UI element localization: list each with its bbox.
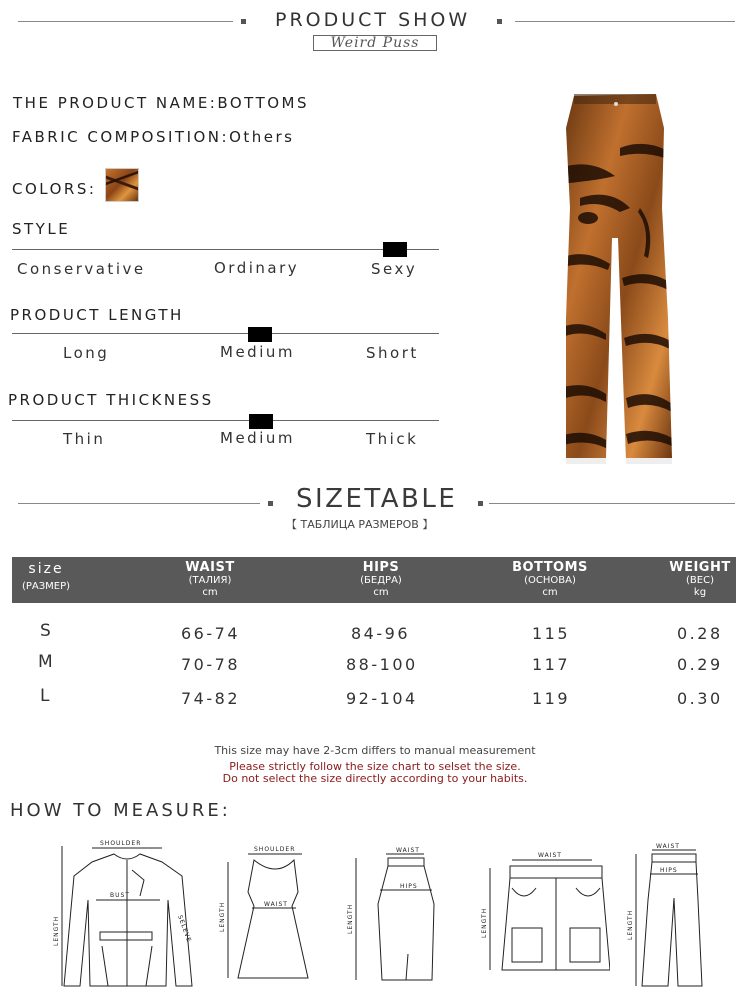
cell-waist: 70-78 <box>181 655 240 674</box>
length-title: PRODUCT LENGTH <box>10 306 184 324</box>
label-waist: WAIST <box>656 843 680 850</box>
jacket-measure-diagram <box>52 836 200 992</box>
sizetable-dot-right <box>478 501 483 506</box>
cell-hips: 84-96 <box>351 624 410 643</box>
header-dot-right <box>497 19 502 24</box>
sizetable-rule-left <box>18 503 260 504</box>
cell-size: S <box>40 621 54 641</box>
col-hips: HIPS (БЕДРА) cm <box>360 560 402 598</box>
col-size: size (РАЗМЕР) <box>21 561 71 592</box>
header-dot-left <box>241 19 246 24</box>
brand-name: Weird Puss <box>313 35 437 51</box>
cell-bottoms: 117 <box>532 655 571 674</box>
header-rule-left <box>18 21 233 22</box>
length-label-short: Short <box>366 344 419 362</box>
col-weight: WEIGHT (ВЕС) kg <box>669 560 731 598</box>
label-length: LENGTH <box>219 901 226 932</box>
length-label-long: Long <box>63 344 110 362</box>
label-length: LENGTH <box>481 907 488 938</box>
dress-measure-diagram <box>218 842 310 986</box>
label-bust: BUST <box>110 892 130 899</box>
label-length: LENGTH <box>53 915 60 946</box>
fabric-composition: FABRIC COMPOSITION:Others <box>12 128 295 146</box>
cell-size: L <box>40 686 52 706</box>
length-scale-line <box>12 333 439 334</box>
cell-weight: 0.30 <box>677 689 723 708</box>
col-bottoms: BOTTOMS (ОСНОВА) cm <box>512 560 588 598</box>
style-label-ordinary: Ordinary <box>214 259 300 277</box>
label-hips: HIPS <box>660 867 678 874</box>
color-swatch-tiger[interactable] <box>105 168 139 202</box>
cell-bottoms: 115 <box>532 624 571 643</box>
style-marker <box>383 242 407 257</box>
sizetable-subtitle: 【 ТАБЛИЦА РАЗМЕРОВ 】 <box>286 518 434 531</box>
cell-weight: 0.28 <box>677 624 723 643</box>
thickness-title: PRODUCT THICKNESS <box>8 391 214 409</box>
label-hips: HIPS <box>400 883 418 890</box>
label-waist: WAIST <box>264 901 288 908</box>
sizetable-dot-left <box>268 501 273 506</box>
page-title: PRODUCT SHOW <box>275 9 471 31</box>
colors-label: COLORS: <box>12 180 97 198</box>
how-to-measure-title: HOW TO MEASURE: <box>10 800 231 821</box>
cell-size: M <box>38 652 56 672</box>
label-waist: WAIST <box>538 852 562 859</box>
denim-skirt-measure-diagram <box>480 848 610 974</box>
thickness-label-thick: Thick <box>366 430 419 448</box>
col-waist: WAIST (ТАЛИЯ) cm <box>185 560 235 598</box>
thickness-marker <box>249 414 273 429</box>
label-selve: SELEVE <box>176 914 193 944</box>
pants-measure-diagram <box>624 840 704 990</box>
label-shoulder: SHOULDER <box>100 840 142 847</box>
style-scale-line <box>12 249 439 250</box>
sizetable-rule-right <box>489 503 735 504</box>
thickness-scale-line <box>12 420 439 421</box>
cell-waist: 74-82 <box>181 689 240 708</box>
style-label-conservative: Conservative <box>17 260 146 278</box>
cell-waist: 66-74 <box>181 624 240 643</box>
cell-hips: 88-100 <box>346 655 418 674</box>
product-name: THE PRODUCT NAME:BOTTOMS <box>13 94 310 112</box>
label-length: LENGTH <box>627 909 634 940</box>
thickness-label-medium: Medium <box>220 429 295 447</box>
note-habits: Do not select the size directly according to your habits. <box>222 772 528 785</box>
cell-bottoms: 119 <box>532 689 571 708</box>
style-title: STYLE <box>12 220 71 238</box>
sizetable-title: SIZETABLE <box>296 484 458 514</box>
product-image-pants <box>560 88 672 466</box>
label-shoulder: SHOULDER <box>254 846 296 853</box>
label-waist: WAIST <box>396 847 420 854</box>
note-measurement: This size may have 2-3cm differs to manual measurement <box>214 744 536 757</box>
length-label-medium: Medium <box>220 343 295 361</box>
cell-weight: 0.29 <box>677 655 723 674</box>
style-label-sexy: Sexy <box>371 260 418 278</box>
header-rule-right <box>515 21 735 22</box>
length-marker <box>248 327 272 342</box>
cell-hips: 92-104 <box>346 689 418 708</box>
thickness-label-thin: Thin <box>63 430 106 448</box>
label-length: LENGTH <box>347 903 354 934</box>
skirt-measure-diagram <box>344 844 444 984</box>
note-follow-chart: Please strictly follow the size chart to selset the size. <box>229 760 521 773</box>
